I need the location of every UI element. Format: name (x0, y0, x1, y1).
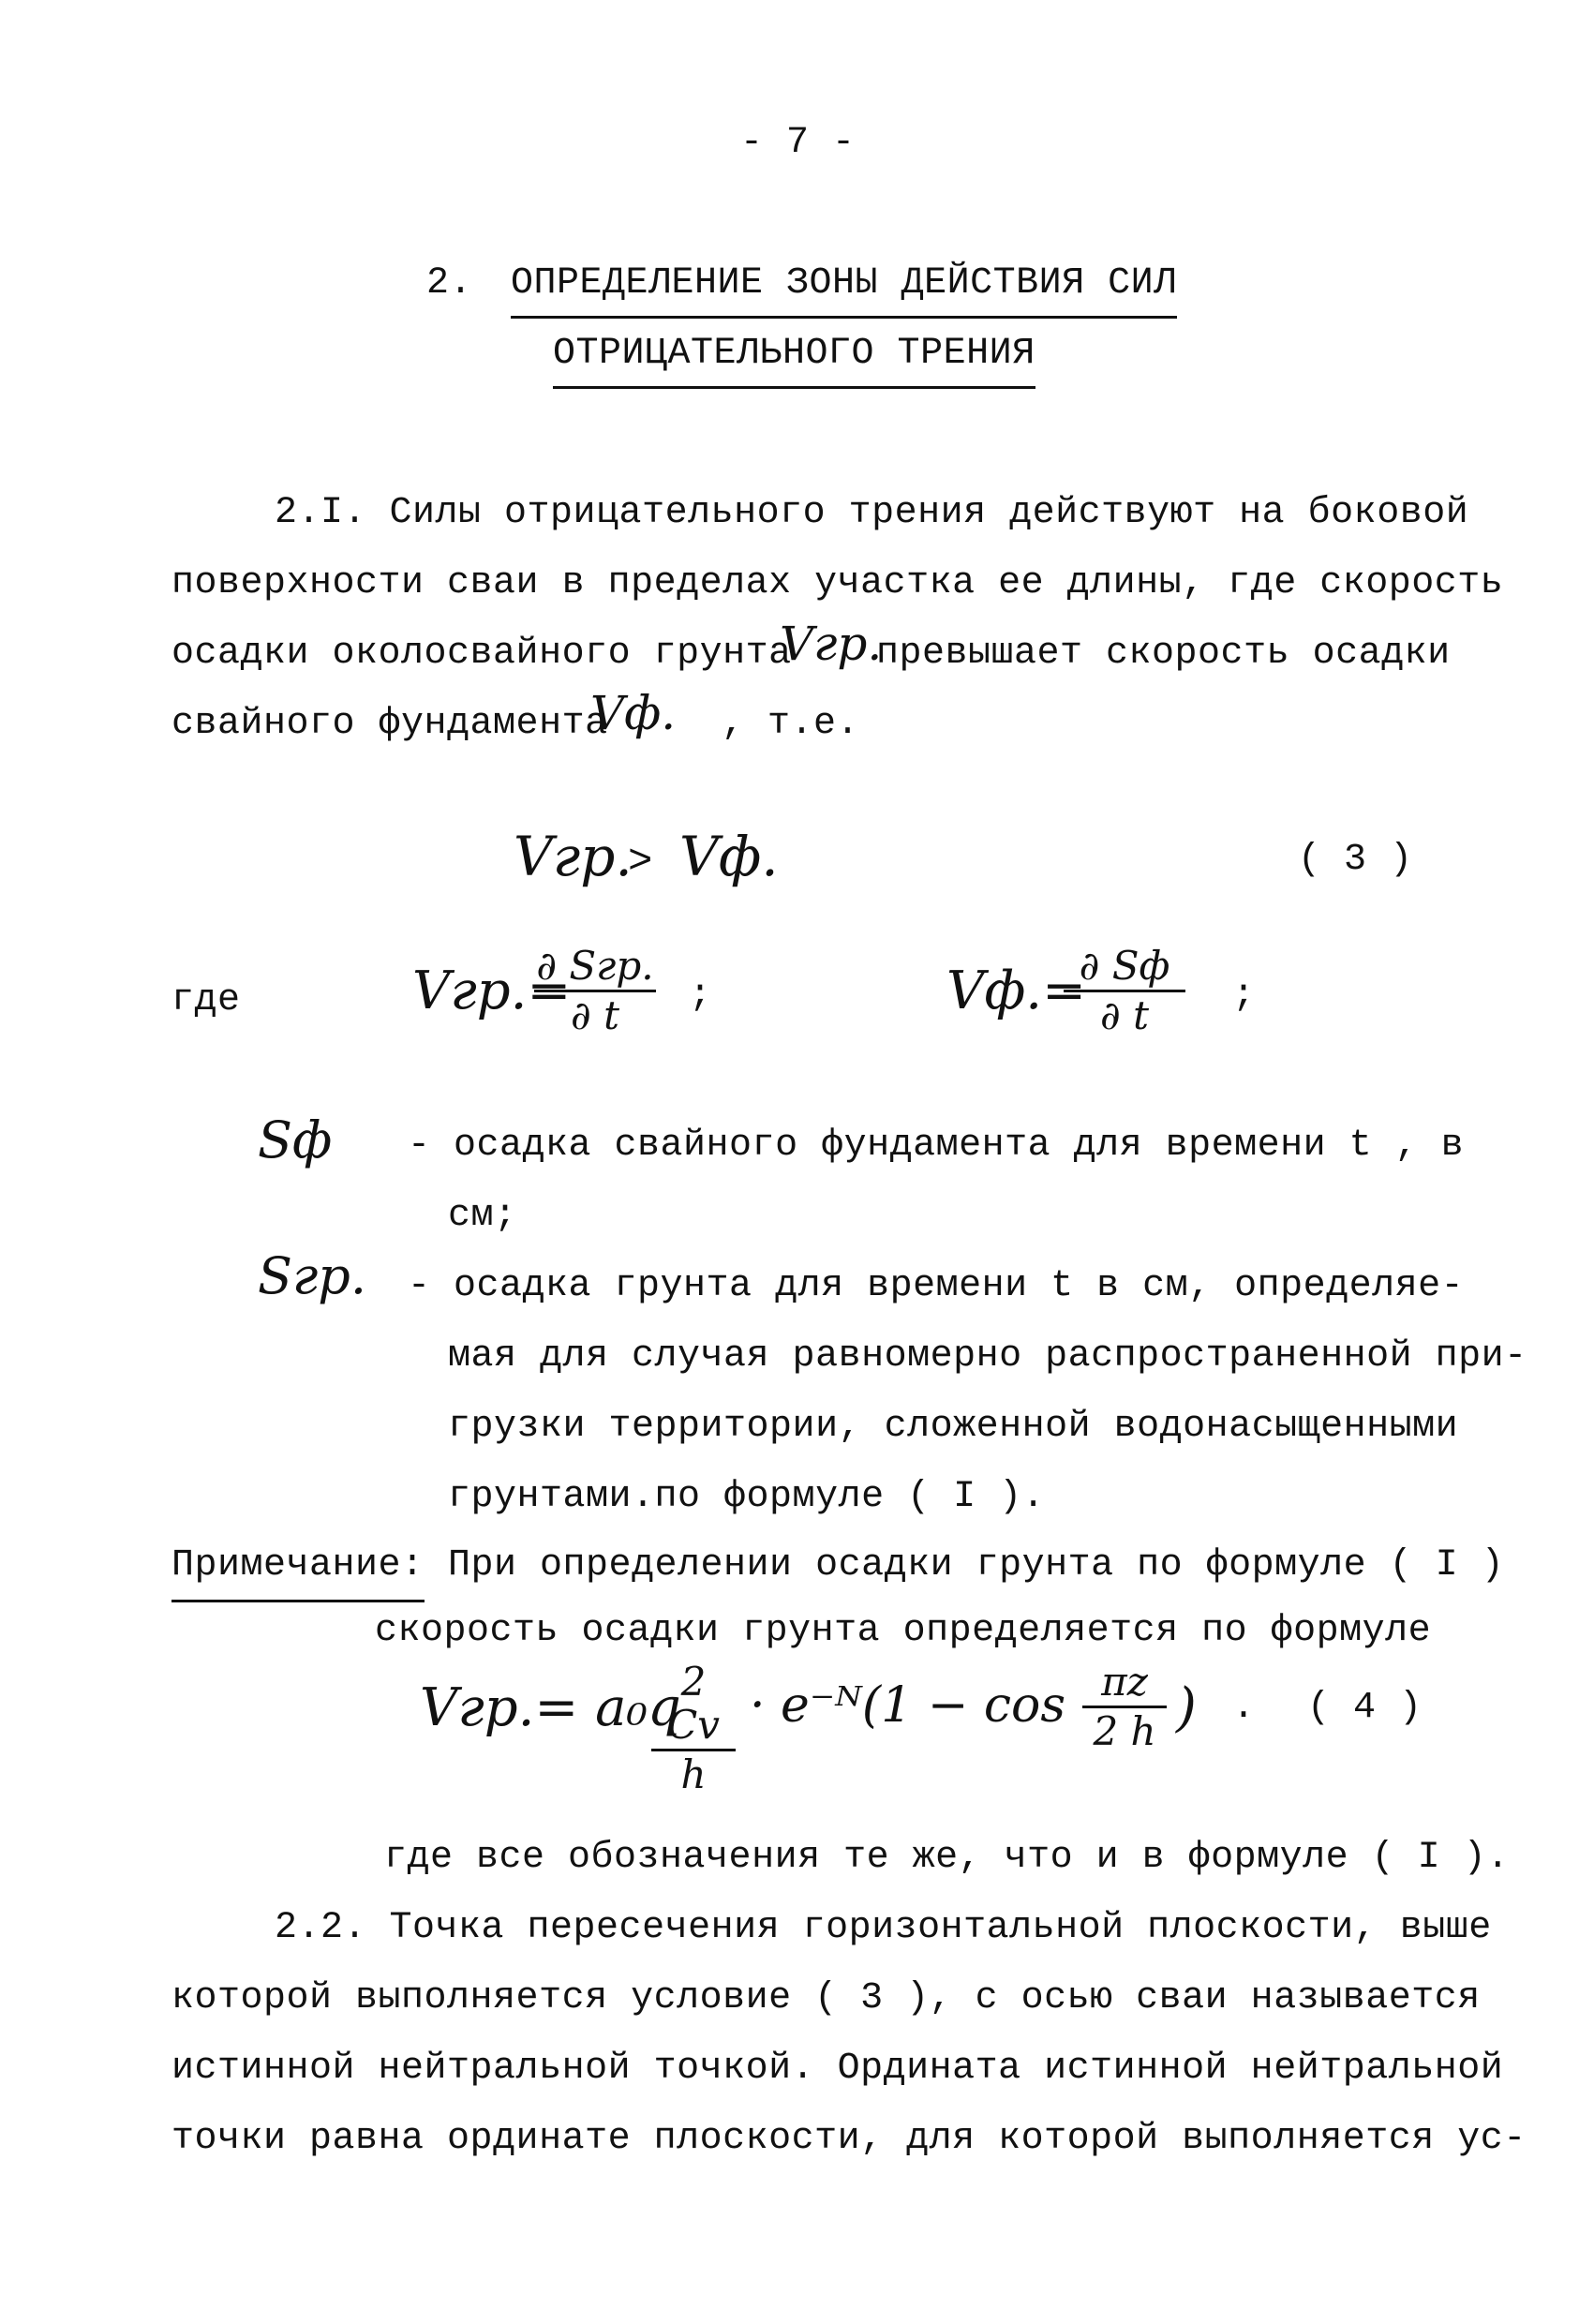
formula4-fraction1 (651, 1661, 736, 1796)
formula3-operator: > (628, 839, 653, 886)
para-2-1-line3a: осадки околосвайного грунта (171, 633, 792, 675)
v-gr-denominator: ∂ t (571, 992, 619, 1038)
v-f-definition: Vф.= (946, 961, 1086, 1021)
definition-s-f-line1: - осадка свайного фундамента для времени t , в (408, 1125, 1465, 1167)
note-line2: скорость осадки грунта определяется по формуле (375, 1610, 1432, 1652)
definition-symbol-s-gr: Sгр. (258, 1246, 367, 1305)
definition-s-gr-line1: - осадка грунта для времени t в см, определяе- (408, 1265, 1465, 1307)
definition-s-f-line2: см; (448, 1195, 517, 1237)
after-formula-text: где все обозначения те же, что и в формуле ( I ). (384, 1837, 1510, 1879)
formula4-tag: ( 4 ) (1307, 1687, 1423, 1729)
symbol-v-f: Vф. (590, 686, 677, 740)
v-gr-definition: Vгр.= (412, 961, 572, 1021)
v-gr-fraction (534, 945, 656, 1037)
formula3-tag: ( 3 ) (1298, 839, 1413, 881)
v-f-numerator: ∂ Sф (1079, 943, 1170, 989)
formula4-fraction1-numerator: 2 Cv (667, 1659, 720, 1748)
symbol-v-gr: Vгр. (780, 617, 883, 671)
para-2-1-line2: поверхности сваи в пределах участка ее длины, где скорость (171, 562, 1504, 604)
v-f-denominator: ∂ t (1100, 992, 1149, 1038)
formula4-fraction2-numerator: πz (1101, 1659, 1148, 1705)
section-number: 2. (426, 262, 473, 305)
para-2-2-line2: которой выполняется условие ( 3 ), с осью сваи называется (171, 1977, 1481, 2019)
page-number: - 7 - (740, 122, 856, 164)
v-f-fraction (1064, 945, 1185, 1037)
definition-s-gr-line2: мая для случая равномерно распространенной при- (448, 1335, 1527, 1378)
para-2-1-line3b: превышает скорость осадки (876, 633, 1451, 675)
note-line1: При определении осадки грунта по формуле ( I ) (448, 1544, 1505, 1587)
formula4-middle: · e⁻ᴺ(1 − cos (750, 1677, 1066, 1734)
section-title-line2: ОТРИЦАТЕЛЬНОГО ТРЕНИЯ (553, 333, 1035, 389)
para-2-2-line1: 2.2. Точка пересечения горизонтальной плоскости, выше (275, 1907, 1492, 1949)
formula4-fraction2 (1082, 1661, 1167, 1753)
para-2-1-line1: 2.I. Силы отрицательного трения действуют на боковой (275, 492, 1469, 534)
separator-2: ; (1232, 975, 1256, 1017)
where-label: где (171, 979, 241, 1021)
para-2-1-line4a: свайного фундамента (171, 703, 608, 745)
definition-s-gr-line4: грунтами.по формуле ( I ). (448, 1476, 1046, 1518)
formula4-lhs: Vгр.= a₀q (420, 1677, 681, 1738)
formula4-close-paren: ) (1176, 1677, 1197, 1738)
formula4-dot: . (1232, 1687, 1256, 1729)
formula3-rhs: Vф. (679, 825, 779, 888)
formula4-fraction1-denominator: h (680, 1751, 707, 1797)
definition-s-gr-line3: грузки территории, сложенной водонасыщенными (448, 1406, 1459, 1448)
formula3-lhs: Vгр. (514, 825, 633, 888)
para-2-2-line3: истинной нейтральной точкой. Ордината истинной нейтральной (171, 2048, 1504, 2090)
definition-symbol-s-f: Sф (258, 1110, 333, 1169)
separator-1: ; (689, 975, 712, 1017)
note-label: Примечание: (171, 1544, 425, 1602)
para-2-2-line4: точки равна ординате плоскости, для которой выполняется ус- (171, 2118, 1527, 2160)
para-2-1-line4b: , т.е. (722, 703, 860, 745)
formula4-fraction2-denominator: 2 h (1093, 1708, 1156, 1754)
v-gr-numerator: ∂ Sгр. (536, 943, 654, 989)
section-title-line1: ОПРЕДЕЛЕНИЕ ЗОНЫ ДЕЙСТВИЯ СИЛ (511, 262, 1177, 319)
